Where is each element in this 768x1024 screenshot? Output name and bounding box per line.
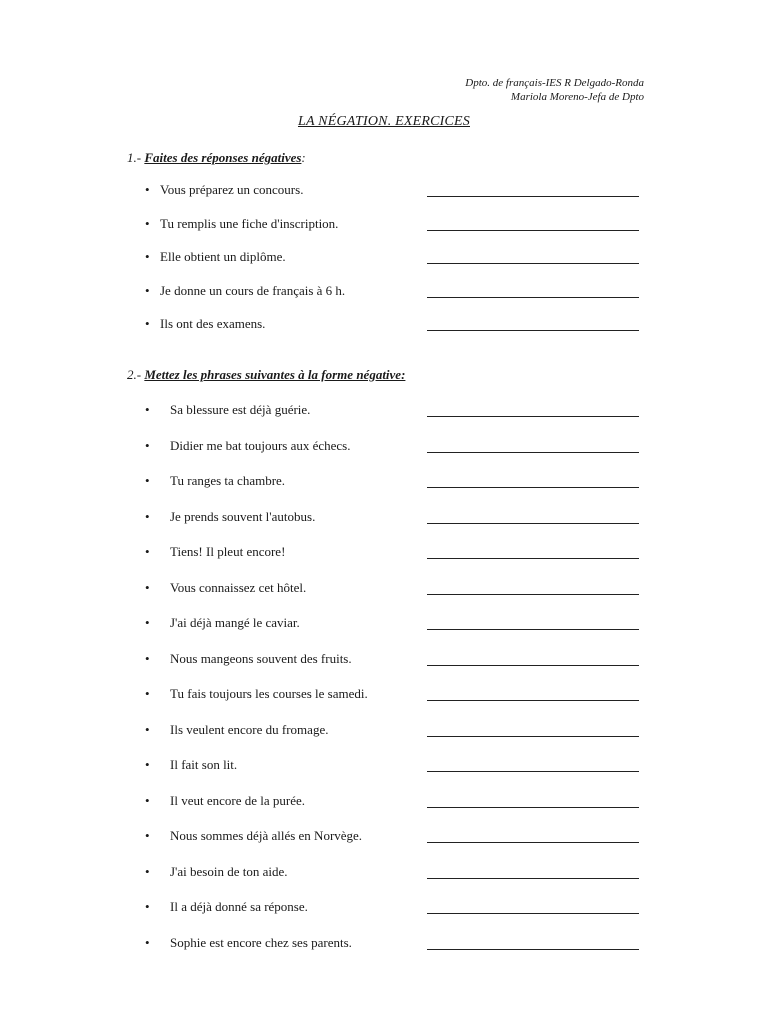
sentence-text: Ils ont des examens.: [160, 316, 266, 331]
sentence-text: Il a déjà donné sa réponse.: [170, 899, 308, 914]
list-item: [0, 507, 768, 527]
answer-line[interactable]: [427, 842, 639, 843]
list-item: [0, 826, 768, 846]
answer-line[interactable]: [427, 771, 639, 772]
sentence-text: Sa blessure est déjà guérie.: [170, 402, 311, 417]
bullet-icon: •: [145, 579, 150, 595]
answer-line[interactable]: [427, 665, 639, 666]
sentence-text: Tiens! Il pleut encore!: [170, 544, 286, 559]
answer-line[interactable]: [427, 416, 639, 417]
bullet-icon: •: [145, 828, 150, 843]
sentence-text: Tu ranges ta chambre.: [170, 473, 286, 488]
list-item: [0, 400, 768, 420]
bullet-icon: •: [145, 215, 150, 231]
list-item: [0, 542, 768, 562]
sentence-text: Ils veulent encore du fromage.: [170, 721, 329, 737]
list-item: [0, 180, 768, 200]
answer-line[interactable]: [427, 629, 639, 630]
list-item: [0, 791, 768, 811]
sentence-text: Tu fais toujours les courses le samedi.: [170, 686, 368, 701]
bullet-icon: •: [145, 934, 150, 950]
list-item: [0, 897, 768, 917]
answer-line[interactable]: [427, 878, 639, 879]
answer-line[interactable]: [427, 330, 639, 331]
list-item: [0, 613, 768, 633]
answer-line[interactable]: [427, 196, 639, 197]
bullet-icon: •: [145, 721, 150, 737]
sentence-text: Vous connaissez cet hôtel.: [170, 579, 307, 595]
sentence-text: Je prends souvent l'autobus.: [170, 508, 316, 524]
bullet-icon: •: [145, 544, 150, 559]
answer-line[interactable]: [427, 452, 639, 453]
bullet-icon: •: [145, 863, 150, 879]
answer-line[interactable]: [427, 594, 639, 595]
bullet-icon: •: [145, 402, 150, 417]
bullet-icon: •: [145, 508, 150, 524]
sentence-text: Elle obtient un diplôme.: [160, 249, 286, 264]
list-item: [0, 314, 768, 334]
list-item: [0, 755, 768, 775]
answer-line[interactable]: [427, 558, 639, 559]
section-1-label: Faites des réponses négatives: [144, 150, 302, 165]
sentence-text: Vous préparez un concours.: [160, 182, 304, 197]
answer-line[interactable]: [427, 487, 639, 488]
sentence-text: Didier me bat toujours aux échecs.: [170, 437, 351, 453]
answer-line[interactable]: [427, 523, 639, 524]
sentence-text: Sophie est encore chez ses parents.: [170, 934, 352, 950]
bullet-icon: •: [145, 757, 150, 772]
answer-line[interactable]: [427, 913, 639, 914]
list-item: [0, 247, 768, 267]
answer-line[interactable]: [427, 230, 639, 231]
list-item: [0, 578, 768, 598]
bullet-icon: •: [145, 282, 150, 298]
sentence-text: Nous mangeons souvent des fruits.: [170, 650, 352, 666]
answer-line[interactable]: [427, 700, 639, 701]
bullet-icon: •: [145, 182, 150, 197]
sentence-text: Il veut encore de la purée.: [170, 792, 305, 808]
sentence-text: Je donne un cours de français à 6 h.: [160, 282, 346, 298]
bullet-icon: •: [145, 686, 150, 701]
sentence-text: Nous sommes déjà allés en Norvège.: [170, 828, 363, 843]
answer-line[interactable]: [427, 263, 639, 264]
bullet-icon: •: [145, 650, 150, 666]
sentence-text: Il fait son lit.: [170, 757, 238, 772]
list-item: [0, 281, 768, 301]
answer-line[interactable]: [427, 949, 639, 950]
section-2-label: Mettez les phrases suivantes à la forme négative:: [144, 367, 406, 382]
list-item: [0, 933, 768, 953]
list-item: [0, 214, 768, 234]
answer-line[interactable]: [427, 807, 639, 808]
sentence-text: J'ai déjà mangé le caviar.: [170, 615, 300, 630]
list-item: [0, 471, 768, 491]
list-item: [0, 436, 768, 456]
section-1-number: 1.-: [127, 150, 145, 165]
list-item: [0, 649, 768, 669]
document-header: [465, 76, 644, 104]
bullet-icon: •: [145, 473, 150, 488]
bullet-icon: •: [145, 437, 150, 453]
section-2-heading: [127, 367, 405, 383]
bullet-icon: •: [145, 615, 150, 630]
list-item: [0, 720, 768, 740]
answer-line[interactable]: [427, 736, 639, 737]
page-title: LA NÉGATION. EXERCICES: [297, 114, 470, 129]
sentence-text: J'ai besoin de ton aide.: [170, 863, 288, 879]
sentence-text: Tu remplis une fiche d'inscription.: [160, 215, 339, 231]
list-item: [0, 862, 768, 882]
answer-line[interactable]: [427, 297, 639, 298]
bullet-icon: •: [145, 899, 150, 914]
header-department: Dpto. de français-IES R Delgado-Ronda: [465, 77, 644, 89]
section-1-heading: [127, 150, 306, 166]
header-author: Mariola Moreno-Jefa de Dpto: [510, 91, 644, 103]
bullet-icon: •: [145, 316, 150, 331]
list-item: [0, 684, 768, 704]
bullet-icon: •: [145, 249, 150, 264]
section-1-colon: :: [301, 150, 306, 165]
bullet-icon: •: [145, 792, 150, 808]
section-2-number: 2.-: [127, 367, 145, 382]
